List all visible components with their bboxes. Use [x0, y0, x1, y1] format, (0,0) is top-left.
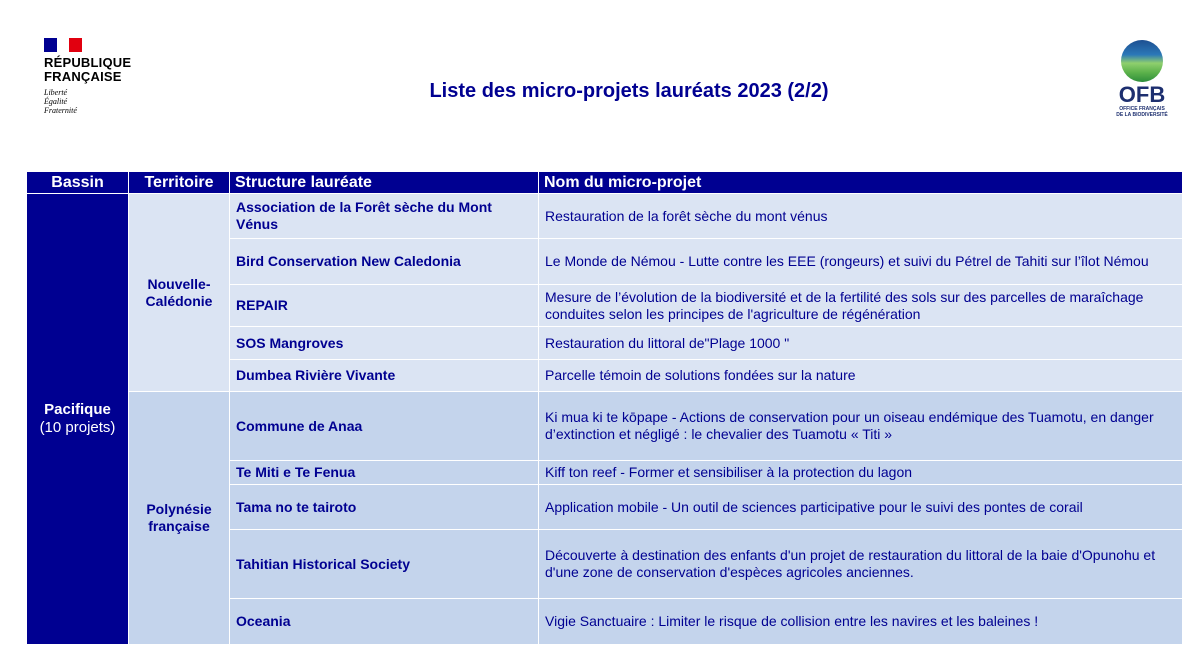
structure-cell: Dumbea Rivière Vivante: [230, 360, 538, 391]
bassin-name: Pacifique: [44, 401, 111, 418]
projet-cell: Mesure de l’évolution de la biodiversité et de la fertilité des sols sur des parcelles de maraîchage conduites selon les principes de l'agriculture de régénération: [539, 285, 1182, 326]
projet-cell: Kiff ton reef - Former et sensibiliser à la protection du lagon: [539, 461, 1182, 484]
structure-cell: Association de la Forêt sèche du Mont Vénus: [230, 194, 538, 238]
projet-cell: Le Monde de Némou - Lutte contre les EEE (rongeurs) et suivi du Pétrel de Tahiti sur l’îlot Némou: [539, 239, 1182, 284]
rf-name-line1: RÉPUBLIQUE: [44, 55, 132, 70]
structure-cell: REPAIR: [230, 285, 538, 326]
ofb-name: OFB: [1118, 82, 1166, 107]
projet-cell: Ki mua ki te kōpape - Actions de conservation pour un oiseau endémique des Tuamotu, en danger d’extinction et négligé : le chevalier des Tuamotu « Titi »: [539, 392, 1182, 460]
projet-cell: Parcelle témoin de solutions fondées sur la nature: [539, 360, 1182, 391]
bassin-cell: [27, 194, 128, 644]
bassin-count: (10 projets): [39, 419, 116, 436]
header-structure: Structure lauréate: [230, 172, 538, 193]
ofb-globe-icon: [1121, 40, 1163, 82]
projet-cell: Restauration du littoral de"Plage 1000 ": [539, 327, 1182, 359]
rf-motto-egalite: Égalité: [44, 97, 68, 106]
page-title: Liste des micro-projets lauréats 2023 (2/2): [429, 80, 829, 102]
rf-name-line2: FRANÇAISE: [44, 69, 122, 84]
territory-nouvelle-caledonie: Nouvelle-Calédonie: [129, 194, 229, 391]
ofb-sub-line2: DE LA BIODIVERSITÉ: [1116, 112, 1168, 118]
header-territoire: Territoire: [129, 172, 229, 193]
header-bassin: Bassin: [27, 172, 128, 193]
structure-cell: Te Miti e Te Fenua: [230, 461, 538, 484]
structure-cell: Tahitian Historical Society: [230, 530, 538, 598]
projet-cell: Application mobile - Un outil de sciences participative pour le suivi des pontes de corail: [539, 485, 1182, 529]
header-projet: Nom du micro-projet: [539, 172, 1182, 193]
territory-polynesie-francaise: Polynésie française: [129, 392, 229, 644]
laureats-table: [27, 172, 1179, 644]
projet-cell: Vigie Sanctuaire : Limiter le risque de collision entre les navires et les baleines !: [539, 599, 1182, 644]
french-flag-icon: [44, 38, 82, 52]
ofb-sub-line1: OFFICE FRANÇAIS: [1119, 106, 1165, 112]
structure-cell: Oceania: [230, 599, 538, 644]
structure-cell: Tama no te tairoto: [230, 485, 538, 529]
projet-cell: Restauration de la forêt sèche du mont vénus: [539, 194, 1182, 238]
republique-francaise-logo: [44, 38, 174, 115]
rf-motto-liberte: Liberté: [44, 88, 68, 97]
ofb-logo: [1106, 40, 1178, 118]
structure-cell: SOS Mangroves: [230, 327, 538, 359]
structure-cell: Commune de Anaa: [230, 392, 538, 460]
rf-motto-fraternite: Fraternité: [44, 106, 77, 115]
projet-cell: Découverte à destination des enfants d'un projet de restauration du littoral de la baie d'Opunohu et d'une zone de conservation d'espèces agricoles anciennes.: [539, 530, 1182, 598]
structure-cell: Bird Conservation New Caledonia: [230, 239, 538, 284]
